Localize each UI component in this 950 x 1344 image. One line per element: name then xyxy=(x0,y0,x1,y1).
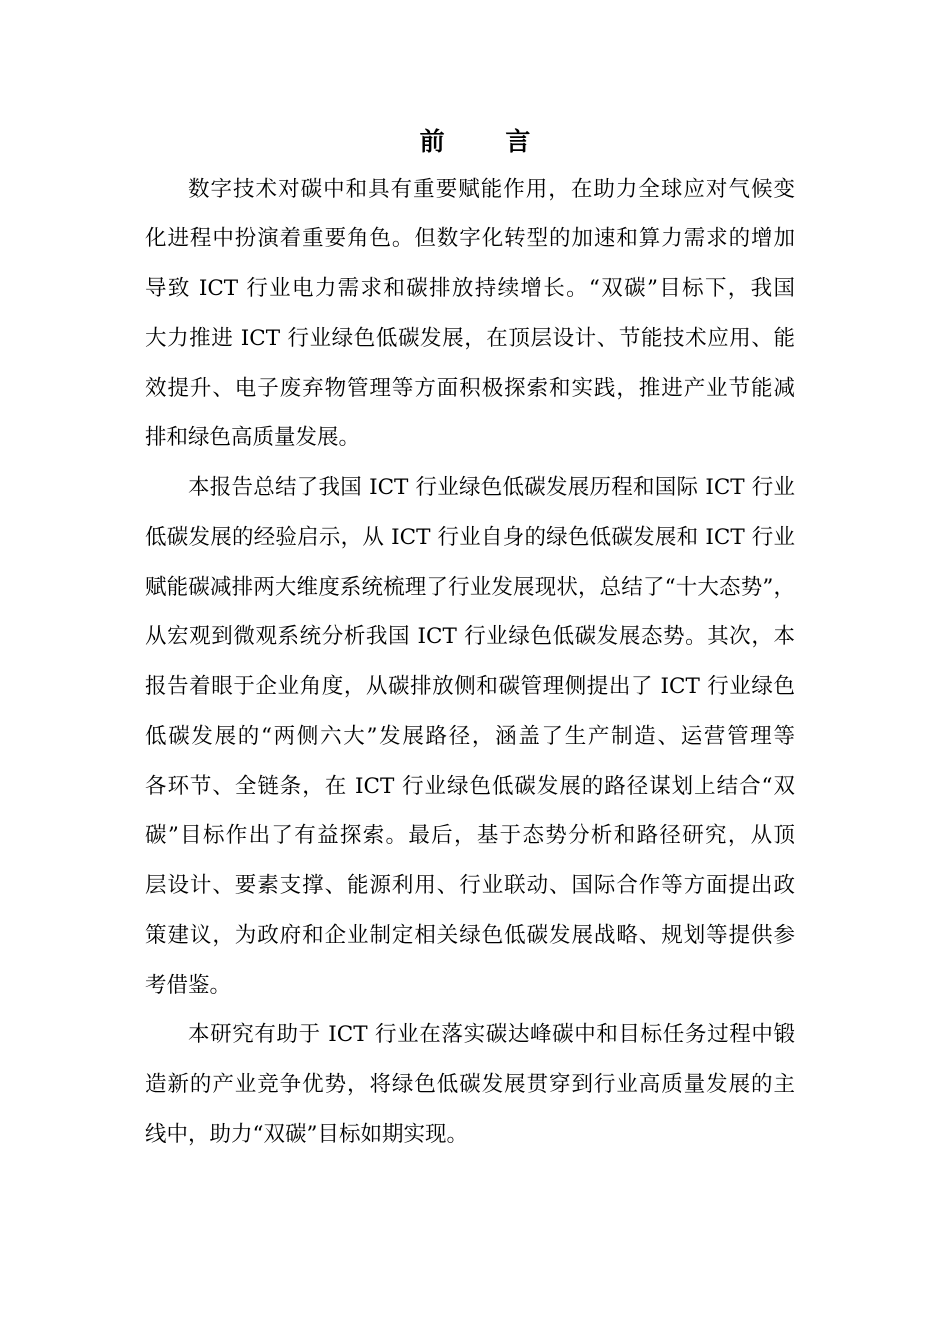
paragraph-1-line-2: 化进程中扮演着重要角色。但数字化转型的加速和算力需求的增加 xyxy=(145,226,795,251)
paragraph-2-line-4: 从宏观到微观系统分析我国 ICT 行业绿色低碳发展态势。其次，本 xyxy=(145,624,795,649)
paragraph-3-line-1: 本研究有助于 ICT 行业在落实碳达峰碳中和目标任务过程中锻 xyxy=(188,1022,795,1047)
paragraph-2-line-3: 赋能碳减排两大维度系统梳理了行业发展现状，总结了“十大态势”， xyxy=(145,575,795,600)
paragraph-2-line-8: 碳”目标作出了有益探索。最后，基于态势分析和路径研究，从顶 xyxy=(145,823,795,848)
paragraph-2-line-9: 层设计、要素支撑、能源利用、行业联动、国际合作等方面提出政 xyxy=(145,873,795,898)
paragraph-2-line-6: 低碳发展的“两侧六大”发展路径，涵盖了生产制造、运营管理等 xyxy=(145,724,795,749)
paragraph-3-line-3: 线中，助力“双碳”目标如期实现。 xyxy=(145,1122,468,1147)
paragraph-1-line-5: 效提升、电子废弃物管理等方面积极探索和实践，推进产业节能减 xyxy=(145,376,795,401)
paragraph-1-line-1: 数字技术对碳中和具有重要赋能作用，在助力全球应对气候变 xyxy=(188,177,795,202)
paragraph-1-line-3: 导致 ICT 行业电力需求和碳排放持续增长。“双碳”目标下，我国 xyxy=(145,276,795,301)
paragraph-2-line-5: 报告着眼于企业角度，从碳排放侧和碳管理侧提出了 ICT 行业绿色 xyxy=(145,674,795,699)
paragraph-2-line-2: 低碳发展的经验启示，从 ICT 行业自身的绿色低碳发展和 ICT 行业 xyxy=(145,525,795,550)
paragraph-2-line-11: 考借鉴。 xyxy=(145,973,232,998)
paragraph-3-line-2: 造新的产业竞争优势，将绿色低碳发展贯穿到行业高质量发展的主 xyxy=(145,1072,795,1097)
paragraph-2-line-1: 本报告总结了我国 ICT 行业绿色低碳发展历程和国际 ICT 行业 xyxy=(188,475,795,500)
paragraph-2-line-10: 策建议，为政府和企业制定相关绿色低碳发展战略、规划等提供参 xyxy=(145,923,795,948)
paragraph-1-line-4: 大力推进 ICT 行业绿色低碳发展，在顶层设计、节能技术应用、能 xyxy=(145,326,795,351)
paragraph-2-line-7: 各环节、全链条，在 ICT 行业绿色低碳发展的路径谋划上结合“双 xyxy=(145,774,795,799)
page-title: 前 言 xyxy=(419,127,557,156)
paragraph-1-line-6: 排和绿色高质量发展。 xyxy=(145,425,361,450)
